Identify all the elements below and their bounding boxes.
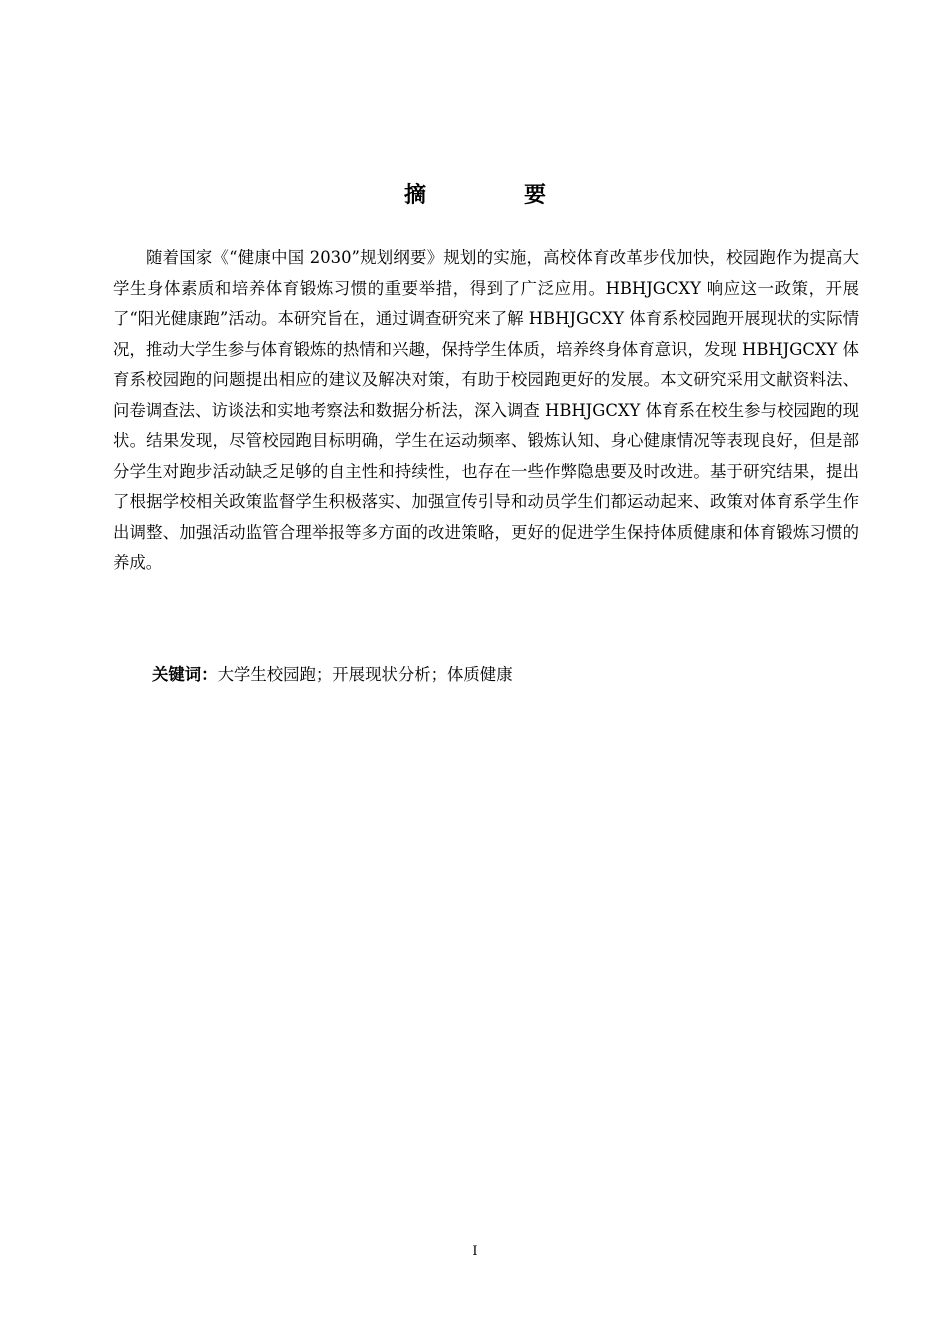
keywords-value: 大学生校园跑；开展现状分析；体质健康 <box>217 665 513 684</box>
abstract-paragraph: 随着国家《“健康中国 2030”规划纲要》规划的实施，高校体育改革步伐加快，校园跑作为提高大学生身体素质和培养体育锻炼习惯的重要举措，得到了广泛应用。HBHJGCXY 响应这一政策，开展了“阳光健康跑”活动。本研究旨在，通过调查研究来了解 HBHJGCXY 体育系校园跑开展现状的实际情况，推动大学生参与体育锻炼的热情和兴趣，保持学生体质，培养终身体育意识，发现 HBHJGCXY 体育系校园跑的问题提出相应的建议及解决对策，有助于校园跑更好的发展。本文研究采用文献资料法、问卷调查法、访谈法和实地考察法和数据分析法，深入调查 HBHJGCXY 体育系在校生参与校园跑的现状。结果发现，尽管校园跑目标明确，学生在运动频率、锻炼认知、身心健康情况等表现良好，但是部分学生对跑步活动缺乏足够的自主性和持续性，也存在一些作弊隐患要及时改进。基于研究结果，提出了根据学校相关政策监督学生积极落实、加强宣传引导和动员学生们都运动起来、政策对体育系学生作出调整、加强活动监管合理举报等多方面的改进策略，更好的促进学生保持体质健康和体育锻炼习惯的养成。 <box>113 248 859 572</box>
keywords-label: 关键词： <box>152 665 218 684</box>
keywords-line <box>152 660 852 690</box>
page-number: I <box>472 1244 478 1259</box>
page-title: 摘 要 <box>403 183 584 208</box>
